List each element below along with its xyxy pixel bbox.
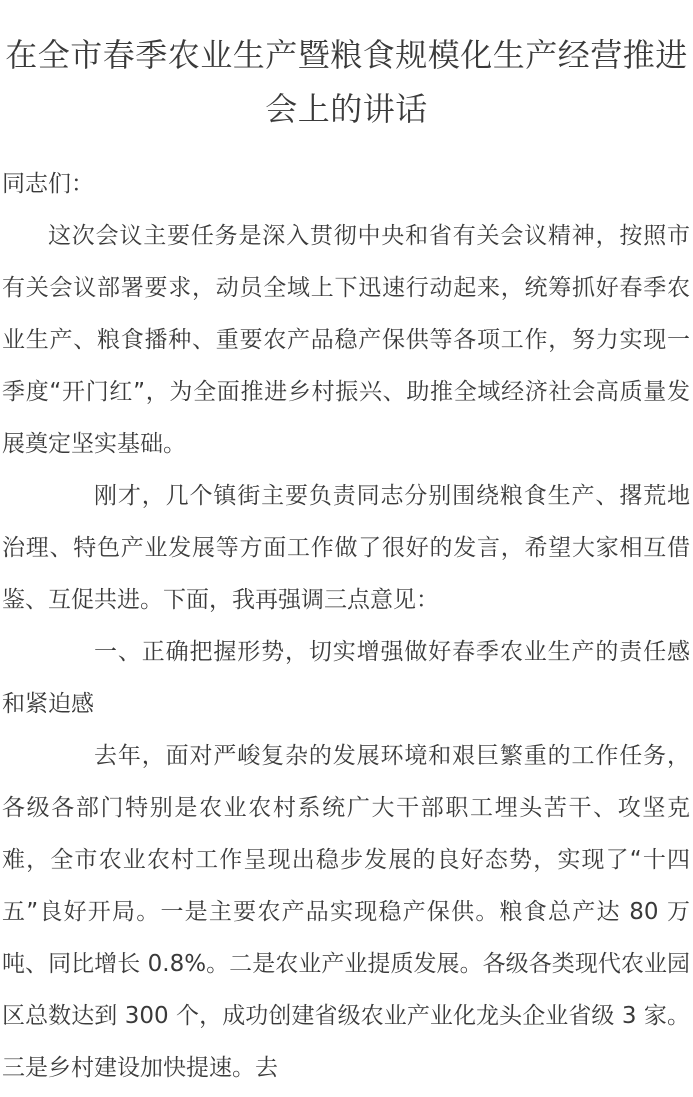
document-body (2, 158, 690, 1094)
paragraph-last-year: 去年，面对严峻复杂的发展环境和艰巨繁重的工作任务，各级各部门特别是农业农村系统广大干部职工埋头苦干、攻坚克难，全市农业农村工作呈现出稳步发展的良好态势，实现了“十四五”良好开局。一是主要农产品实现稳产保供。粮食总产达 80 万吨、同比增长 0.8%。二是农业产业提质发展。各级各类现代农业园区总数达到 300 个，成功创建省级农业产业化龙头企业省级 3 家。三是乡村建设加快提速。去 (2, 743, 690, 1081)
paragraph-speeches: 刚才，几个镇街主要负责同志分别围绕粮食生产、撂荒地治理、特色产业发展等方面工作做了很好的发言，希望大家相互借鉴、互促共进。下面，我再强调三点意见： (2, 483, 690, 613)
section-heading-1: 一、正确把握形势，切实增强做好春季农业生产的责任感和紧迫感 (2, 639, 690, 717)
salutation: 同志们： (2, 171, 94, 197)
paragraph-intro: 这次会议主要任务是深入贯彻中央和省有关会议精神，按照市有关会议部署要求，动员全域上下迅速行动起来，统筹抓好春季农业生产、粮食播种、重要农产品稳产保供等各项工作，努力实现一季度“开门红”，为全面推进乡村振兴、助推全域经济社会高质量发展奠定坚实基础。 (2, 223, 690, 457)
document-title: 在全市春季农业生产暨粮食规模化生产经营推进会上的讲话 (5, 36, 688, 128)
